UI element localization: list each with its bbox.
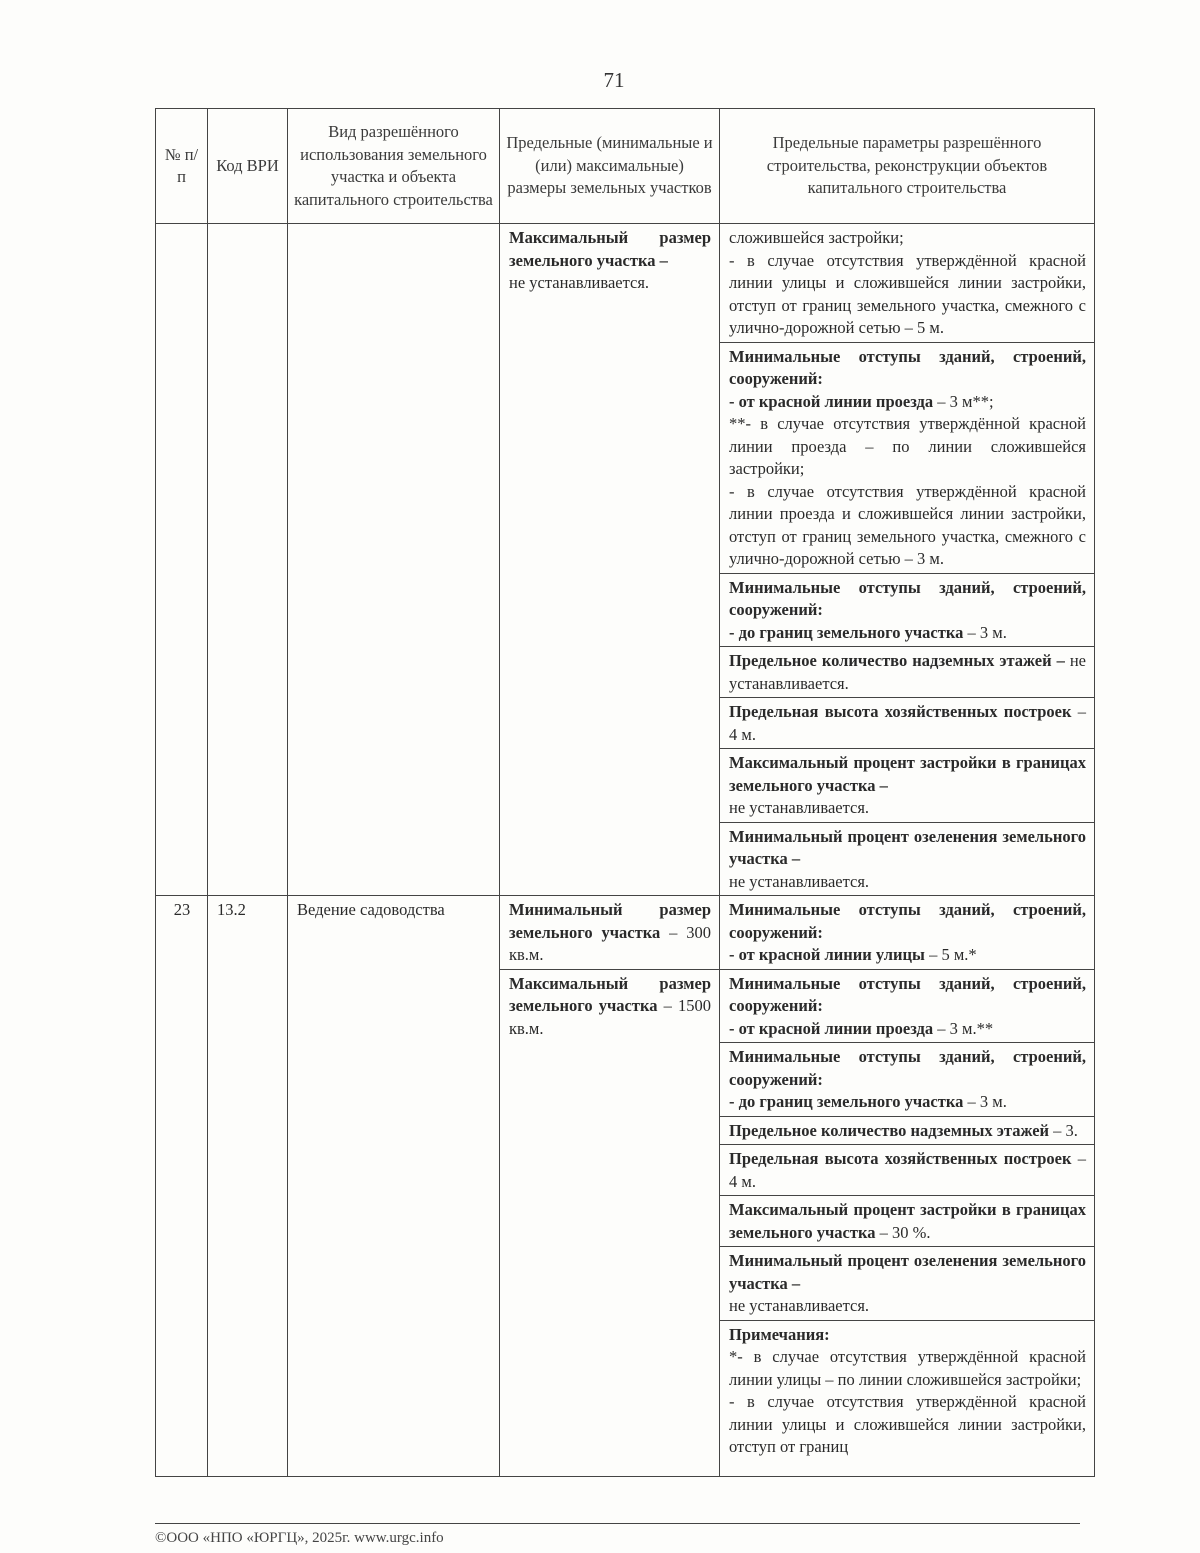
param-value: не устанавливается.: [729, 651, 1086, 693]
cell-code-empty: [208, 224, 288, 896]
notes-cell: [720, 1320, 1095, 1476]
param-label: Минимальные отступы зданий, строений, сооружений:: [729, 1047, 1086, 1089]
param-label: Минимальные отступы зданий, строений, сооружений:: [729, 973, 1086, 1015]
header-sizes: Предельные (минимальные и (или) максимальные) размеры земельных участков: [500, 109, 720, 224]
param-label: Предельное количество надземных этажей: [729, 1120, 1050, 1140]
param-text: - в случае отсутствия утверждённой красной линии проезда и сложившейся линии застройки, отступ от границ земельного участка, смежного с улично-дорожной сетью – 3 м.: [729, 481, 1086, 568]
param-cell: [720, 342, 1095, 573]
param-cell: [720, 822, 1095, 896]
table-header-row: [156, 109, 1095, 224]
param-cell: [720, 896, 1095, 970]
param-cell: [720, 969, 1095, 1043]
cell-code: 13.2: [208, 896, 288, 1477]
size-max-value: – 1500 кв.м.: [509, 996, 711, 1038]
cell-vri-empty: [288, 224, 500, 896]
header-vri: Вид разрешённого использования земельного участка и объекта капитального строительства: [288, 109, 500, 224]
cell-size-min: [500, 896, 720, 970]
param-cell: [720, 1116, 1095, 1145]
param-cell: [720, 698, 1095, 749]
note-text: *- в случае отсутствия утверждённой красной линии улицы – по линии сложившейся застройки;: [729, 1347, 1086, 1389]
param-cell: [720, 573, 1095, 647]
param-cell: [720, 1196, 1095, 1247]
size-max-label: Максимальный размер земельного участка: [509, 973, 711, 1015]
param-value: – 3 м**;: [933, 391, 994, 411]
note-text: - в случае отсутствия утверждённой красной линии улицы и сложившейся линии застройки, отступ от границ: [729, 1392, 1086, 1456]
table-row-23: [156, 896, 1095, 970]
param-value: – 4 м.: [729, 1149, 1087, 1191]
param-label: Минимальный процент озеленения земельного участка –: [729, 826, 1086, 868]
param-value: не устанавливается.: [729, 871, 870, 891]
param-value: не устанавливается.: [729, 798, 870, 817]
param-text: - в случае отсутствия утверждённой красной линии улицы и сложившейся линии застройки, отступ от границ земельного участка, смежного с улично-дорожной сетью – 5 м.: [729, 250, 1086, 337]
footer-divider: [155, 1523, 1080, 1524]
footer-copyright: ©ООО «НПО «ЮРГЦ», 2025г. www.urgc.info: [155, 1530, 444, 1546]
param-label: Максимальный процент застройки в границах земельного участка –: [729, 753, 1086, 795]
param-value: – 5 м.*: [924, 945, 977, 964]
param-cell: [720, 1247, 1095, 1321]
param-label: Минимальные отступы зданий, строений, сооружений:: [729, 346, 1086, 388]
regulations-table: [155, 108, 1095, 1477]
param-label: - от красной линии проезда: [729, 391, 934, 411]
param-cell: [720, 647, 1095, 698]
header-code: Код ВРИ: [208, 109, 288, 224]
param-cell: [720, 1145, 1095, 1196]
notes-title: Примечания:: [729, 1324, 830, 1344]
param-label: - от красной линии проезда: [729, 1018, 934, 1038]
param-cell: [720, 749, 1095, 823]
size-max-label: Максимальный размер земельного участка –: [509, 228, 711, 270]
param-cell: [720, 224, 1095, 343]
cell-size-max: [500, 969, 720, 1476]
cell-size-max: [500, 224, 720, 896]
param-label: Предельная высота хозяйственных построек: [729, 1149, 1072, 1168]
param-value: – 3 м.**: [933, 1018, 994, 1038]
header-params: Предельные параметры разрешённого строительства, реконструкции объектов капитального строительства: [720, 109, 1095, 224]
cell-num-empty: [156, 224, 208, 896]
cell-vri: Ведение садоводства: [288, 896, 500, 1477]
param-label: Минимальные отступы зданий, строений, сооружений:: [729, 577, 1086, 619]
param-label: - до границ земельного участка: [729, 1092, 964, 1111]
param-label: Максимальный процент застройки в границах земельного участка: [729, 1200, 1086, 1242]
param-value: – 3.: [1049, 1120, 1078, 1140]
param-label: - до границ земельного участка: [729, 622, 964, 642]
table-row: [156, 224, 1095, 343]
param-value: – 3 м.: [963, 622, 1007, 642]
cell-num: 23: [156, 896, 208, 1477]
param-value: – 3 м.: [963, 1092, 1007, 1111]
param-label: Предельное количество надземных этажей –: [729, 651, 1065, 670]
size-min-value: – 300 кв.м.: [509, 922, 711, 964]
param-text: **- в случае отсутствия утверждённой красной линии проезда – по линии сложившейся застройки;: [729, 414, 1086, 478]
param-label: Минимальные отступы зданий, строений, сооружений:: [729, 900, 1086, 942]
page-number: 71: [603, 68, 625, 92]
param-value: – 4 м.: [729, 702, 1087, 744]
size-min-label: Минимальный размер земельного участка: [509, 900, 711, 942]
header-num: № п/п: [156, 109, 208, 224]
param-cell: [720, 1043, 1095, 1117]
param-value: не устанавливается.: [729, 1296, 870, 1315]
param-text: сложившейся застройки;: [729, 228, 904, 247]
param-label: Предельная высота хозяйственных построек: [729, 702, 1072, 721]
param-label: - от красной линии улицы: [729, 945, 925, 964]
size-max-value: не устанавливается.: [509, 273, 650, 292]
param-label: Минимальный процент озеленения земельного участка –: [729, 1251, 1086, 1293]
param-value: – 30 %.: [875, 1222, 931, 1242]
